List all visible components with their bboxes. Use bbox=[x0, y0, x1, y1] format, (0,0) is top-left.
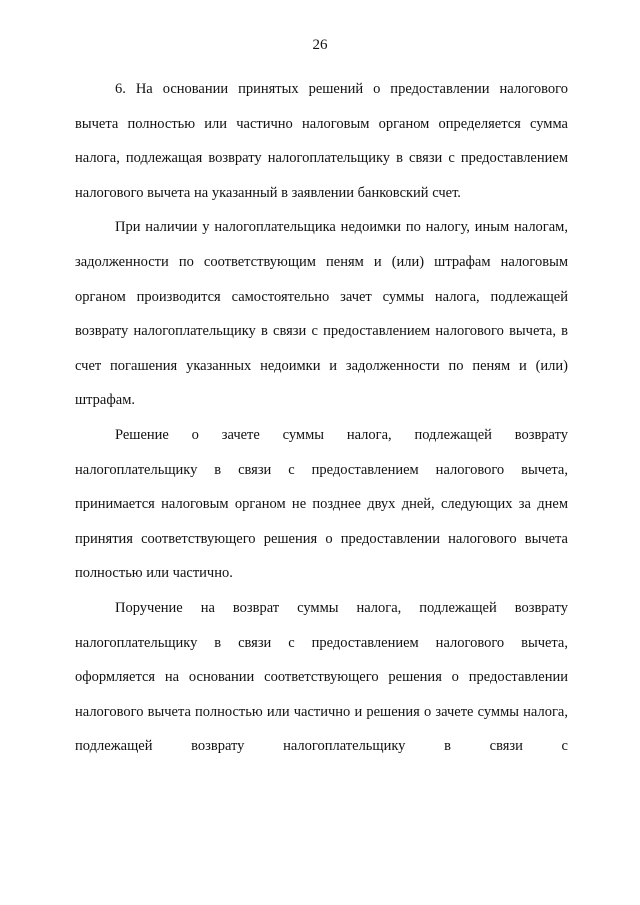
paragraph-tax-refund-amount: 6. На основании принятых решений о предоставлении налогового вычета полностью или частично налоговым органом определяется сумма налога, подлежащая возврату налогоплательщику в связи с предоставлением налогового вычета на указанный в заявлении банковский счет. bbox=[75, 81, 568, 201]
page-number: 26 bbox=[312, 37, 328, 53]
paragraph-offset-arrears: При наличии у налогоплательщика недоимки по налогу, иным налогам, задолженности по соответствующим пеням и (или) штрафам налоговым органом производится самостоятельно зачет суммы налога, подлежащей возврату налогоплательщику в связи с предоставлением налогового вычета, в счет погашения указанных недоимки и задолженности по пеням и (или) штрафам. bbox=[75, 219, 568, 409]
document-body bbox=[75, 72, 568, 764]
paragraph-refund-order: Поручение на возврат суммы налога, подлежащей возврату налогоплательщику в связи с предоставлением налогового вычета, оформляется на основании соответствующего решения о предоставлении налогового вычета полностью или частично и решения о зачете суммы налога, подлежащей возврату налогоплательщику в связи с bbox=[75, 599, 568, 755]
paragraph-offset-decision: Решение о зачете суммы налога, подлежащей возврату налогоплательщику в связи с предоставлением налогового вычета, принимается налоговым органом не позднее двух дней, следующих за днем принятия соответствующего решения о предоставлении налогового вычета полностью или частично. bbox=[75, 426, 568, 582]
